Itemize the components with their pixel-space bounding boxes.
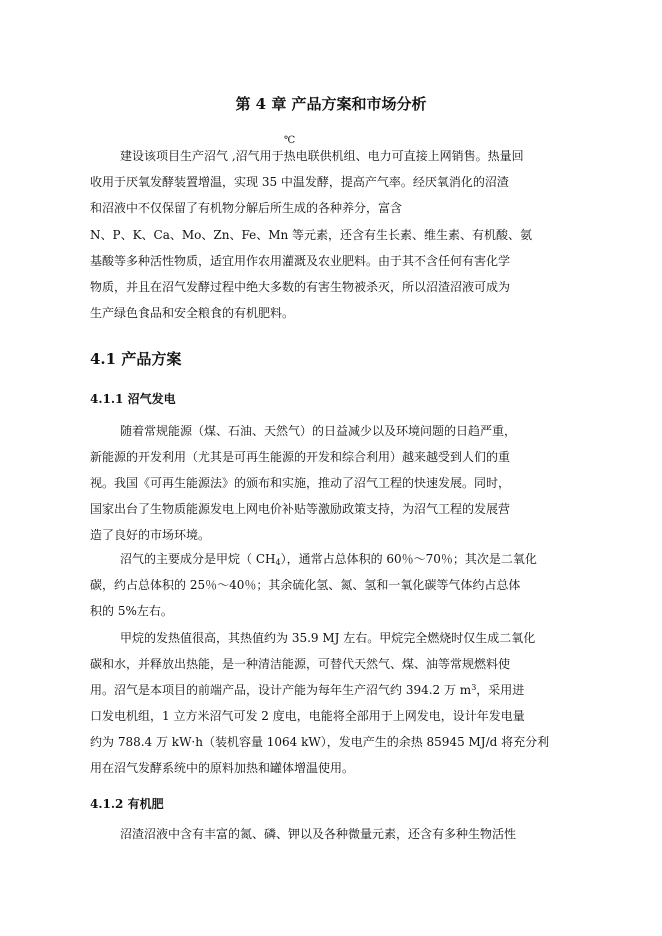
section-heading-4-1-1: 4.1.1 沼气发电 — [90, 392, 176, 406]
text-run: ），通常占总体积的 60％～70％；其次是二氧化 — [280, 552, 537, 566]
intro-line: 建设该项目生产沼气 ,沼气用于热电联供机组、电力可直接上网销售。热量回 — [120, 149, 524, 163]
text-run: 沼气的主要成分是甲烷（ CH — [120, 552, 276, 566]
intro-line: 基酸等多种活性物质，适宜用作农用灌溉及农业肥料。由于其不含任何有害化学 — [90, 254, 511, 268]
paragraph-line: 碳，约占总体积的 25％～40％；其余硫化氢、氮、氢和一氧化碳等气体约占总体 — [90, 578, 521, 592]
paragraph-line: 约为 788.4 万 kW·h（装机容量 1064 kW），发电产生的余热 85945 MJ/d 将充分利 — [90, 735, 550, 749]
paragraph-line: 用在沼气发酵系统中的原料加热和罐体增温使用。 — [90, 761, 355, 775]
text-run: 用。沼气是本项目的前端产品，设计产能为每年生产沼气约 394.2 万 m — [90, 683, 472, 697]
section-heading-4-1: 4.1 产品方案 — [90, 350, 182, 368]
subscript: 4 — [275, 558, 281, 567]
paragraph-line: 国家出台了生物质能源发电上网电价补贴等激励政策支持，为沼气工程的发展营 — [90, 502, 511, 516]
chapter-title: 第 4 章 产品方案和市场分析 — [235, 95, 427, 113]
intro-line: 和沼液中不仅保留了有机物分解后所生成的各种养分，富含 — [90, 201, 403, 215]
degree-symbol: ℃ — [284, 135, 296, 146]
intro-line: N、P、K、Ca、Mo、Zn、Fe、Mn 等元素，还含有生长素、维生素、有机酸、氨 — [90, 228, 533, 242]
paragraph-line: 沼渣沼液中含有丰富的氮、磷、钾以及各种微量元素，还含有多种生物活性 — [120, 827, 517, 841]
paragraph-line: 碳和水，并释放出热能，是一种清洁能源，可替代天然气、煤、油等常规燃料使 — [90, 657, 511, 671]
paragraph-line: 随着常规能源（煤、石油、天然气）的日益减少以及环境问题的日趋严重， — [120, 424, 517, 438]
paragraph-line: 造了良好的市场环境。 — [90, 528, 211, 542]
section-heading-4-1-2: 4.1.2 有机肥 — [90, 797, 164, 811]
paragraph-line — [120, 551, 537, 567]
paragraph-line — [90, 682, 524, 698]
text-run: ，采用进 — [476, 683, 525, 697]
paragraph-line: 甲烷的发热值很高，其热值约为 35.9 MJ 左右。甲烷完全燃烧时仅生成二氧化 — [120, 631, 536, 645]
paragraph-line: 视。我国《可再生能源法》的颁布和实施，推动了沼气工程的快速发展。同时， — [90, 476, 511, 490]
intro-line: 生产绿色食品和安全粮食的有机肥料。 — [90, 306, 295, 320]
intro-line: 物质，并且在沼气发酵过程中绝大多数的有害生物被杀灭，所以沼渣沼液可成为 — [90, 280, 511, 294]
paragraph-line: 口发电机组，1 立方米沼气可发 2 度电，电能将全部用于上网发电，设计年发电量 — [90, 709, 525, 723]
intro-line: 收用于厌氧发酵装置增温，实现 35 中温发酵，提高产气率。经厌氧消化的沼渣 — [90, 175, 509, 189]
superscript: 3 — [471, 683, 477, 692]
paragraph-line: 积的 5%左右。 — [90, 604, 173, 618]
paragraph-line: 新能源的开发利用（尤其是可再生能源的开发和综合利用）越来越受到人们的重 — [90, 450, 511, 464]
